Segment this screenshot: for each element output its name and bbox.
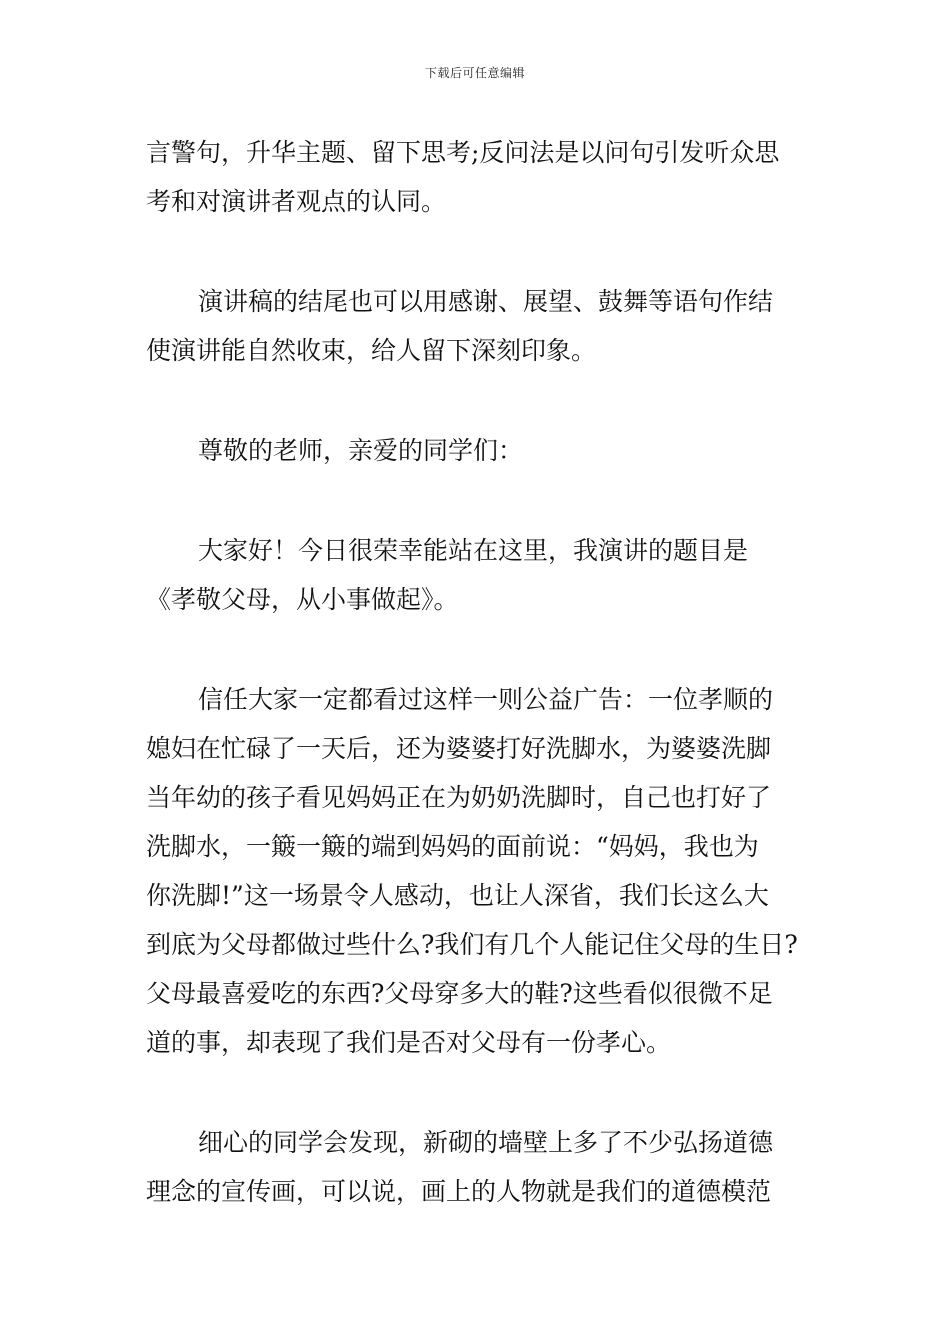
paragraph-line: 你洗脚!”这一场景令人感动，也让人深省，我们长这么大	[146, 881, 769, 910]
paragraph-line: 细心的同学会发现，新砌的墙壁上多了不少弘扬道德	[198, 1128, 774, 1157]
paragraph-line: 《孝敬父母，从小事做起》。	[146, 585, 459, 614]
paragraph-gap	[146, 375, 816, 426]
paragraph-line: 道的事，却表现了我们是否对父母有一份孝心。	[146, 1028, 672, 1057]
paragraph-line: 演讲稿的结尾也可以用感谢、展望、鼓舞等语句作结	[198, 287, 774, 316]
paragraph-gap	[146, 226, 816, 277]
paragraph-line: 洗脚水，一簸一簸的端到妈妈的面前说：“妈妈，我也为	[146, 832, 759, 861]
paragraph-gap	[146, 1067, 816, 1118]
paragraph-line: 媳妇在忙碌了一天后，还为婆婆打好洗脚水，为婆婆洗脚	[146, 734, 772, 763]
paragraph-line: 父母最喜爱吃的东西?父母穿多大的鞋?这些看似很微不足	[146, 979, 773, 1008]
paragraph-line: 言警句，升华主题、留下思考;反问法是以问句引发听众思	[146, 138, 780, 167]
paragraph-line: 到底为父母都做过些什么?我们有几个人能记住父母的生日?	[146, 930, 798, 959]
paragraph-gap	[146, 624, 816, 675]
page-header: 下载后可任意编辑	[424, 66, 525, 80]
paragraph-line: 考和对演讲者观点的认同。	[146, 187, 447, 216]
document-body	[146, 128, 816, 1216]
paragraph-line: 当年幼的孩子看见妈妈正在为奶奶洗脚时，自己也打好了	[146, 783, 772, 812]
paragraph-line: 理念的宣传画，可以说，画上的人物就是我们的道德模范	[146, 1177, 772, 1206]
salutation-line: 尊敬的老师，亲爱的同学们：	[198, 436, 524, 465]
paragraph-line: 大家好！今日很荣幸能站在这里，我演讲的题目是	[198, 536, 749, 565]
paragraph-line: 使演讲能自然收束，给人留下深刻印象。	[146, 336, 597, 365]
paragraph-gap	[146, 475, 816, 526]
paragraph-line: 信任大家一定都看过这样一则公益广告：一位孝顺的	[198, 685, 774, 714]
